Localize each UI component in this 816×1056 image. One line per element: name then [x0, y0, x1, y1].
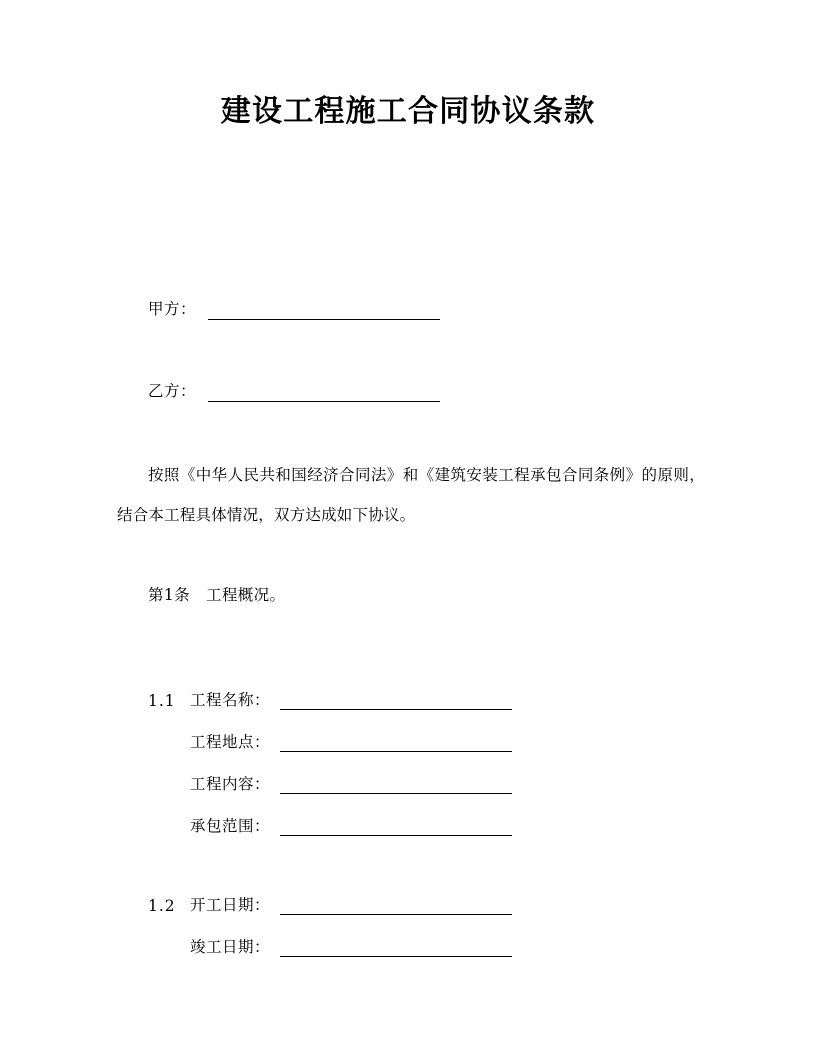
- field-row: [148, 710, 512, 752]
- party-a-row: [148, 294, 440, 320]
- field-fill-line-project-name[interactable]: [280, 692, 512, 710]
- clause-1-1-number: 1.1: [148, 692, 176, 710]
- field-label-project-name: 工程名称：: [190, 691, 271, 709]
- clause-1-2-number: 1.2: [148, 897, 176, 915]
- field-fill-line-contract-scope[interactable]: [280, 818, 512, 836]
- field-label-contract-scope: 承包范围：: [190, 817, 271, 835]
- field-label-start-date: 开工日期：: [190, 896, 271, 914]
- clause-1-2-group: [148, 873, 512, 957]
- party-b-fill-line[interactable]: [208, 384, 440, 402]
- clause-1-heading: 第1条 工程概况。: [148, 586, 286, 604]
- party-a-label: 甲方：: [148, 300, 197, 318]
- field-fill-line-completion-date[interactable]: [280, 939, 512, 957]
- field-row: [148, 668, 512, 710]
- field-label-completion-date: 竣工日期：: [190, 938, 271, 956]
- party-b-row: [148, 376, 440, 402]
- field-row: [148, 794, 512, 836]
- field-row: [148, 873, 512, 915]
- field-fill-line-start-date[interactable]: [280, 897, 512, 915]
- field-fill-line-project-content[interactable]: [280, 776, 512, 794]
- party-a-fill-line[interactable]: [208, 302, 440, 320]
- field-row: [148, 915, 512, 957]
- field-label-project-content: 工程内容：: [190, 775, 271, 793]
- preamble-paragraph: 按照《中华人民共和国经济合同法》和《建筑安装工程承包合同条例》的原则，结合本工程具体情况，双方达成如下协议。: [117, 466, 705, 524]
- clause-1-1-group: [148, 668, 512, 836]
- party-b-label: 乙方：: [148, 382, 197, 400]
- field-fill-line-project-location[interactable]: [280, 734, 512, 752]
- field-label-project-location: 工程地点：: [190, 733, 271, 751]
- page-title: 建设工程施工合同协议条款: [220, 94, 596, 129]
- field-row: [148, 752, 512, 794]
